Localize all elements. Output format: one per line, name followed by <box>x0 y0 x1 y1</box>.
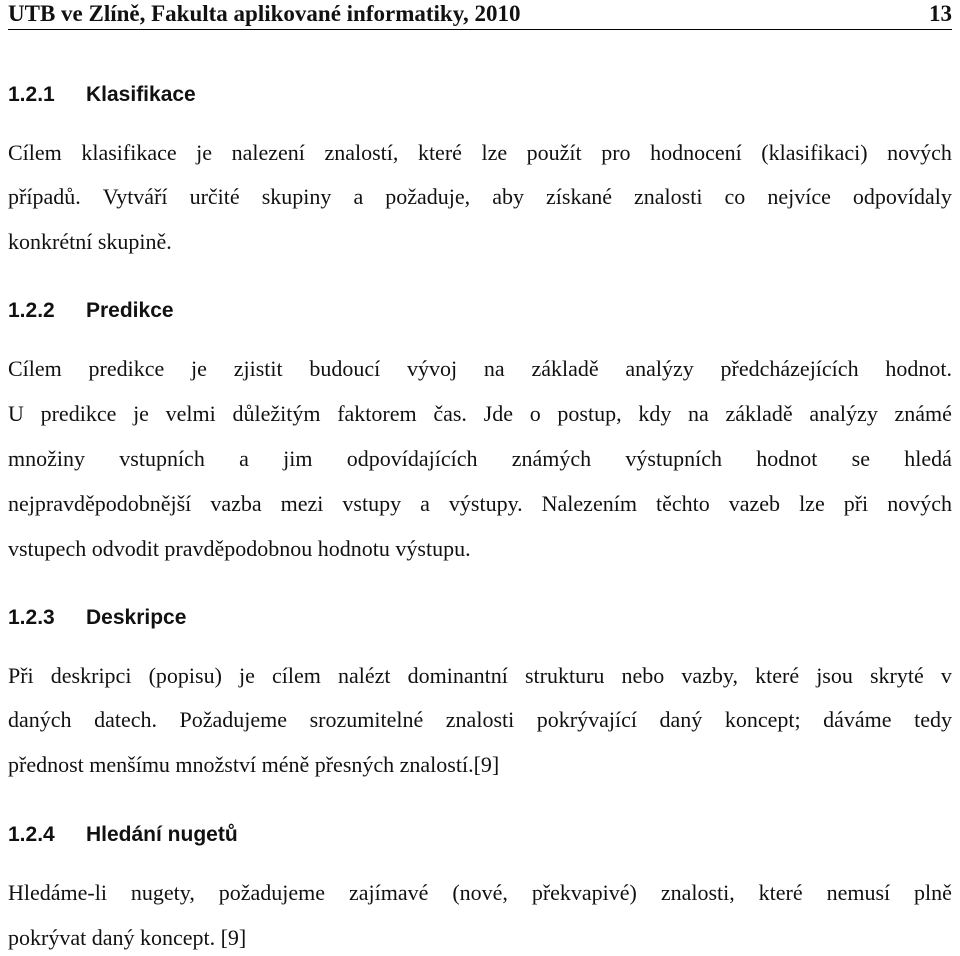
section-title: Deskripce <box>86 606 187 629</box>
paragraph-line: vstupech odvodit pravděpodobnou hodnotu výstupu. <box>8 536 471 561</box>
running-header <box>8 0 952 30</box>
section-heading-klasifikace <box>8 82 196 108</box>
paragraph-line: nejpravděpodobnější vazba mezi vstupy a výstupy. Nalezením těchto vazeb lze při nových <box>8 491 952 516</box>
section-heading-hledani-nugetu <box>8 822 238 848</box>
paragraph-line: případů. Vytváří určité skupiny a požaduje, aby získané znalosti co nejvíce odpovídaly <box>8 184 952 209</box>
paragraph-line: množiny vstupních a jim odpovídajících známých výstupních hodnot se hledá <box>8 446 952 471</box>
paragraph-line: daných datech. Požadujeme srozumitelné znalosti pokrývající daný koncept; dáváme tedy <box>8 707 952 732</box>
section-heading-predikce <box>8 298 174 324</box>
paragraph-line: Cílem predikce je zjistit budoucí vývoj na základě analýzy předcházejících hodnot. <box>8 356 952 381</box>
paragraph-line: Hledáme-li nugety, požadujeme zajímavé (nové, překvapivé) znalosti, které nemusí plně <box>8 880 952 905</box>
paragraph-line: konkrétní skupině. <box>8 229 172 254</box>
paragraph-line: U predikce je velmi důležitým faktorem čas. Jde o postup, kdy na základě analýzy známé <box>8 401 952 426</box>
section-number: 1.2.4 <box>8 823 55 846</box>
section-number: 1.2.3 <box>8 606 55 629</box>
header-title: UTB ve Zlíně, Fakulta aplikované informatiky, 2010 <box>8 1 521 26</box>
header-page-number: 13 <box>929 1 952 26</box>
section-title: Predikce <box>86 299 174 322</box>
paragraph-line: pokrývat daný koncept. [9] <box>8 925 247 950</box>
section-number: 1.2.2 <box>8 299 55 322</box>
section-number: 1.2.1 <box>8 83 55 106</box>
section-heading-deskripce <box>8 605 186 631</box>
paragraph-line: přednost menšímu množství méně přesných znalostí.[9] <box>8 752 500 777</box>
paragraph-line: Cílem klasifikace je nalezení znalostí, které lze použít pro hodnocení (klasifikaci) nových <box>8 140 952 165</box>
paragraph-line: Při deskripci (popisu) je cílem nalézt dominantní strukturu nebo vazby, které jsou skryté v <box>8 663 952 688</box>
section-title: Klasifikace <box>86 83 196 106</box>
section-title: Hledání nugetů <box>86 823 238 846</box>
